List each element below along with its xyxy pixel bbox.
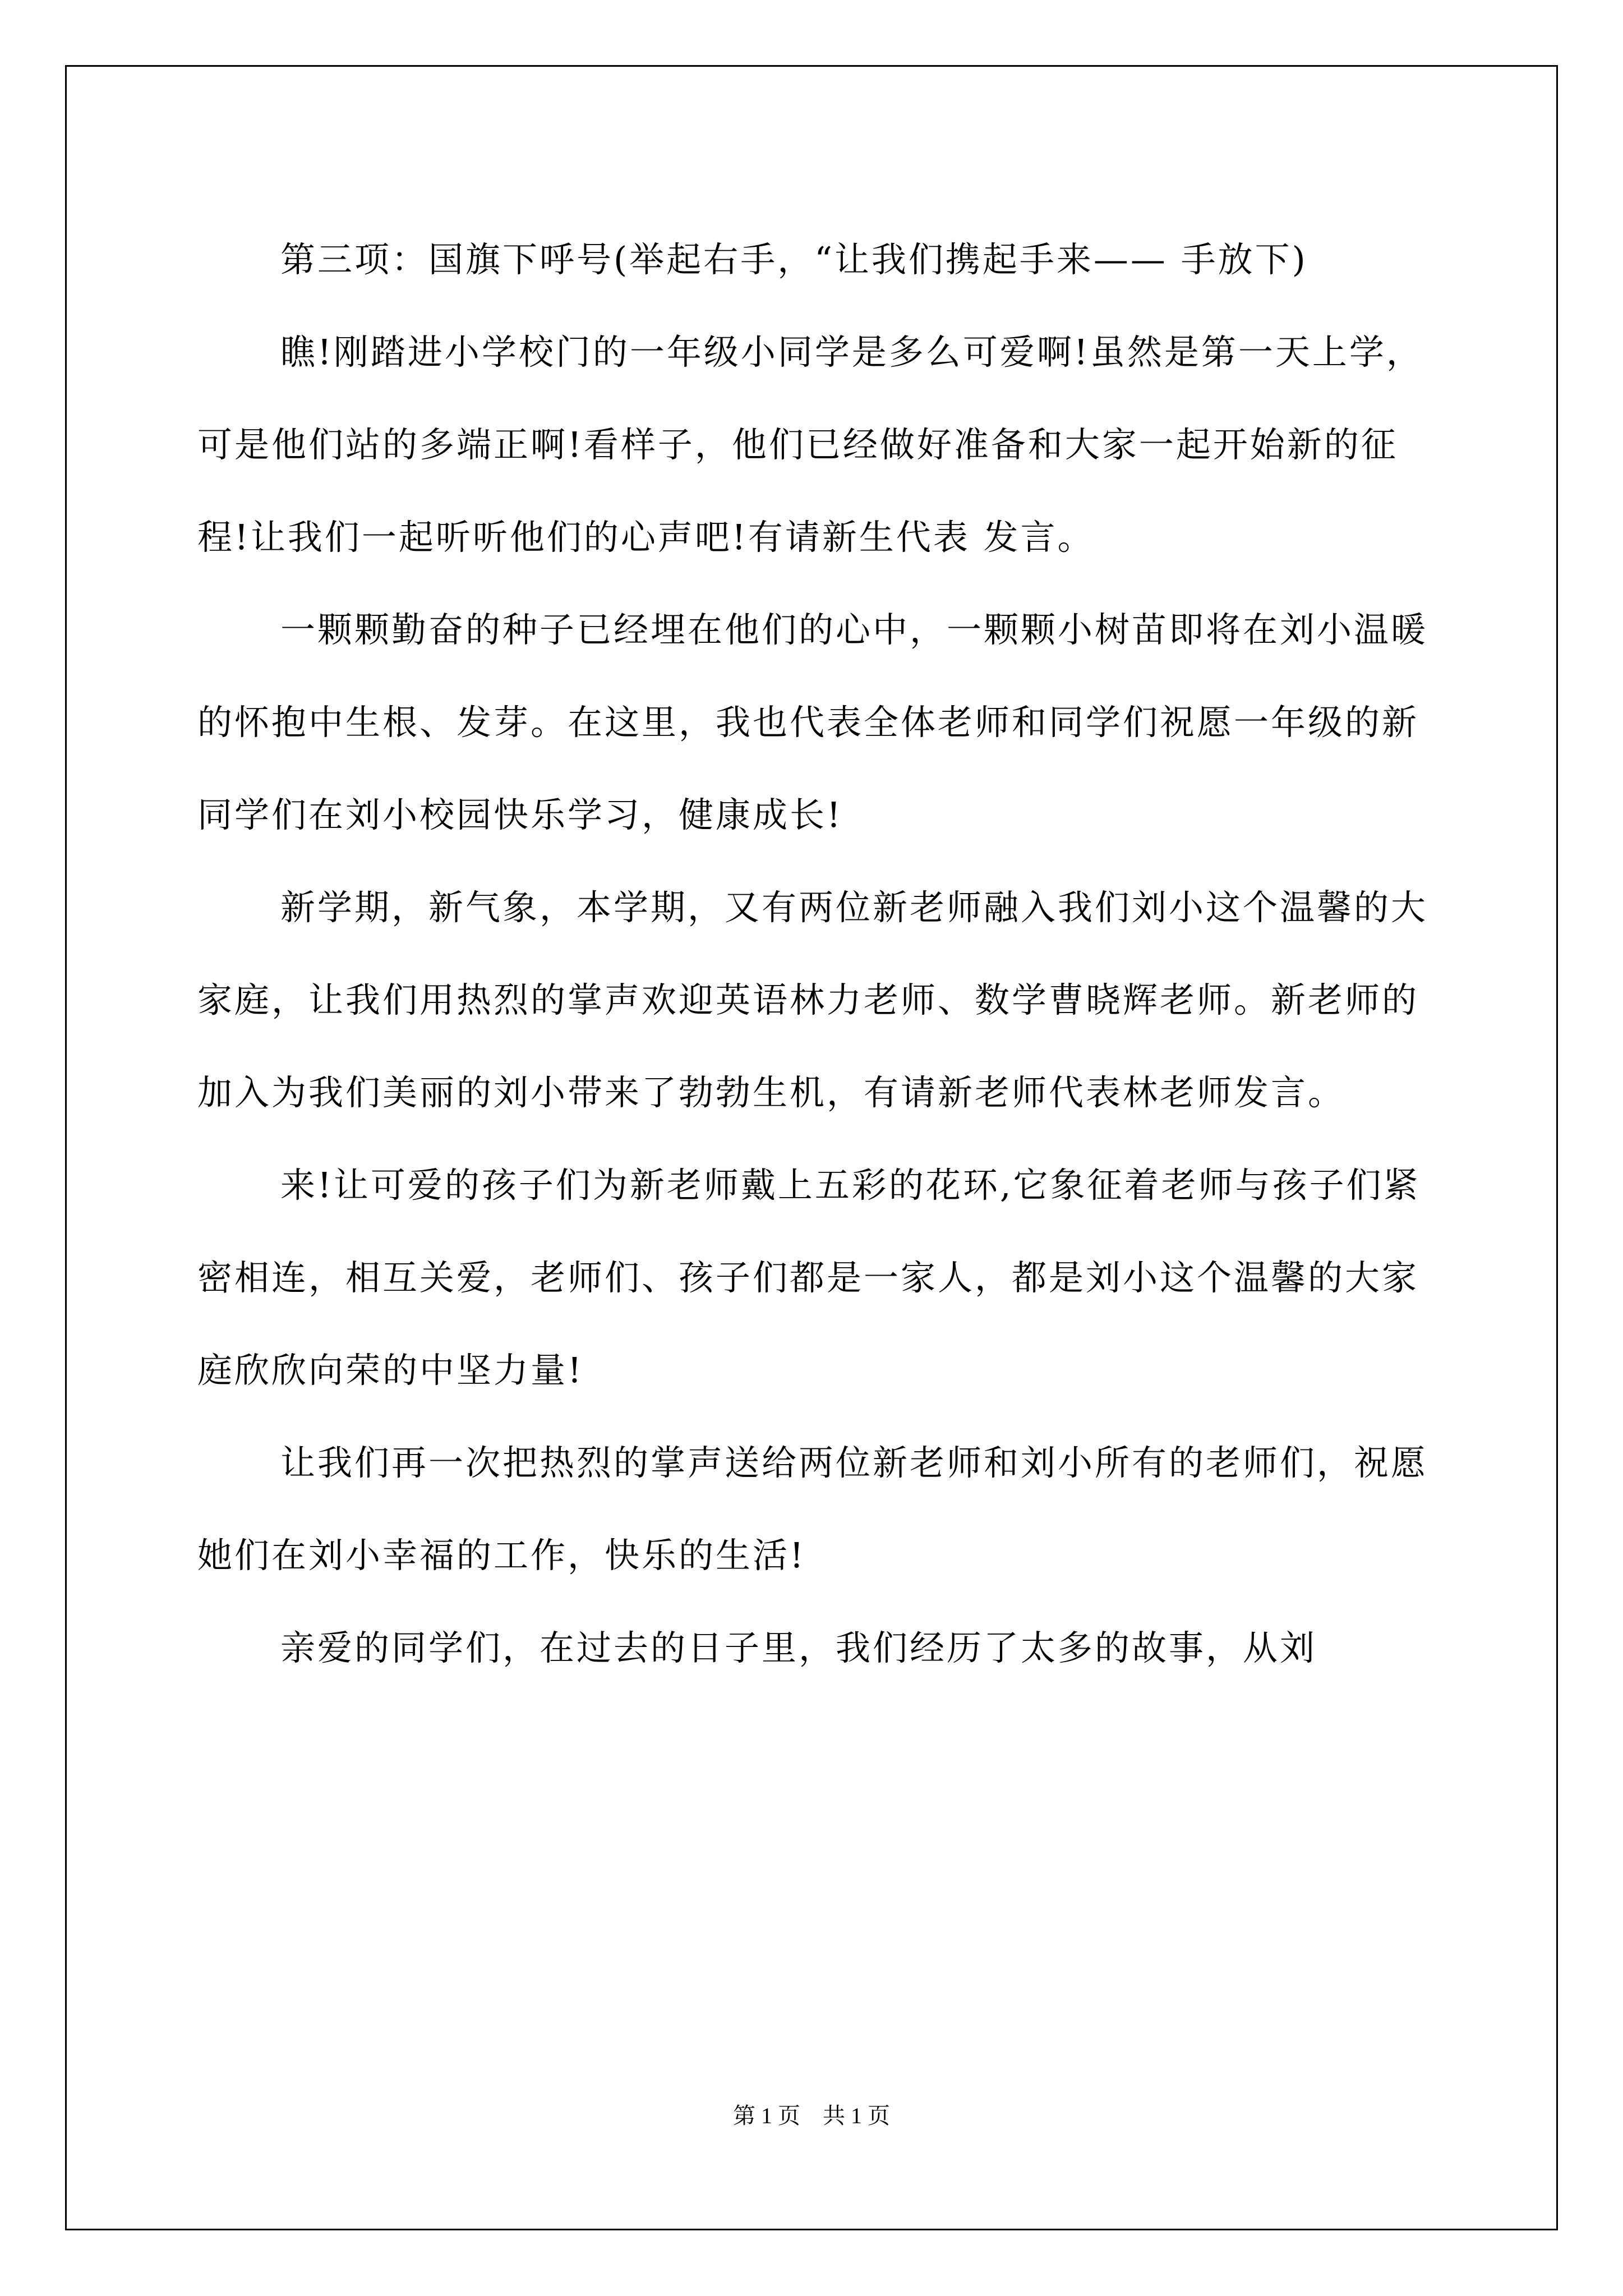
paragraph-5: 来!让可爱的孩子们为新老师戴上五彩的花环,它象征着老师与孩子们紧密相连，相互关爱，老师们、孩子们都是一家人，都是刘小这个温馨的大家庭欣欣向荣的中坚力量! xyxy=(197,1165,1421,1391)
paragraph-4: 新学期，新气象，本学期，又有两位新老师融入我们刘小这个温馨的大家庭，让我们用热烈的掌声欢迎英语林力老师、数学曹晓辉老师。新老师的加入为我们美丽的刘小带来了勃勃生机，有请新老师代表林老师发言。 xyxy=(197,887,1428,1113)
page-number-footer: 第 1 页 共 1 页 xyxy=(733,2103,890,2128)
paragraph-6: 让我们再一次把热烈的掌声送给两位新老师和刘小所有的老师们，祝愿她们在刘小幸福的工作，快乐的生活! xyxy=(197,1442,1428,1576)
paragraph-1: 第三项：国旗下呼号(举起右手，“让我们携起手来—— 手放下) xyxy=(280,239,1308,280)
paragraph-3: 一颗颗勤奋的种子已经埋在他们的心中，一颗颗小树苗即将在刘小温暖的怀抱中生根、发芽。在这里，我也代表全体老师和同学们祝愿一年级的新同学们在刘小校园快乐学习，健康成长! xyxy=(197,609,1428,835)
paragraph-7: 亲爱的同学们，在过去的日子里，我们经历了太多的故事，从刘 xyxy=(280,1627,1317,1668)
paragraph-2: 瞧!刚踏进小学校门的一年级小同学是多么可爱啊!虽然是第一天上学，可是他们站的多端正啊!看样子，他们已经做好准备和大家一起开始新的征程!让我们一起听听他们的心声吧!有请新生代表 发言。 xyxy=(197,332,1423,558)
document-body xyxy=(197,213,1431,1694)
